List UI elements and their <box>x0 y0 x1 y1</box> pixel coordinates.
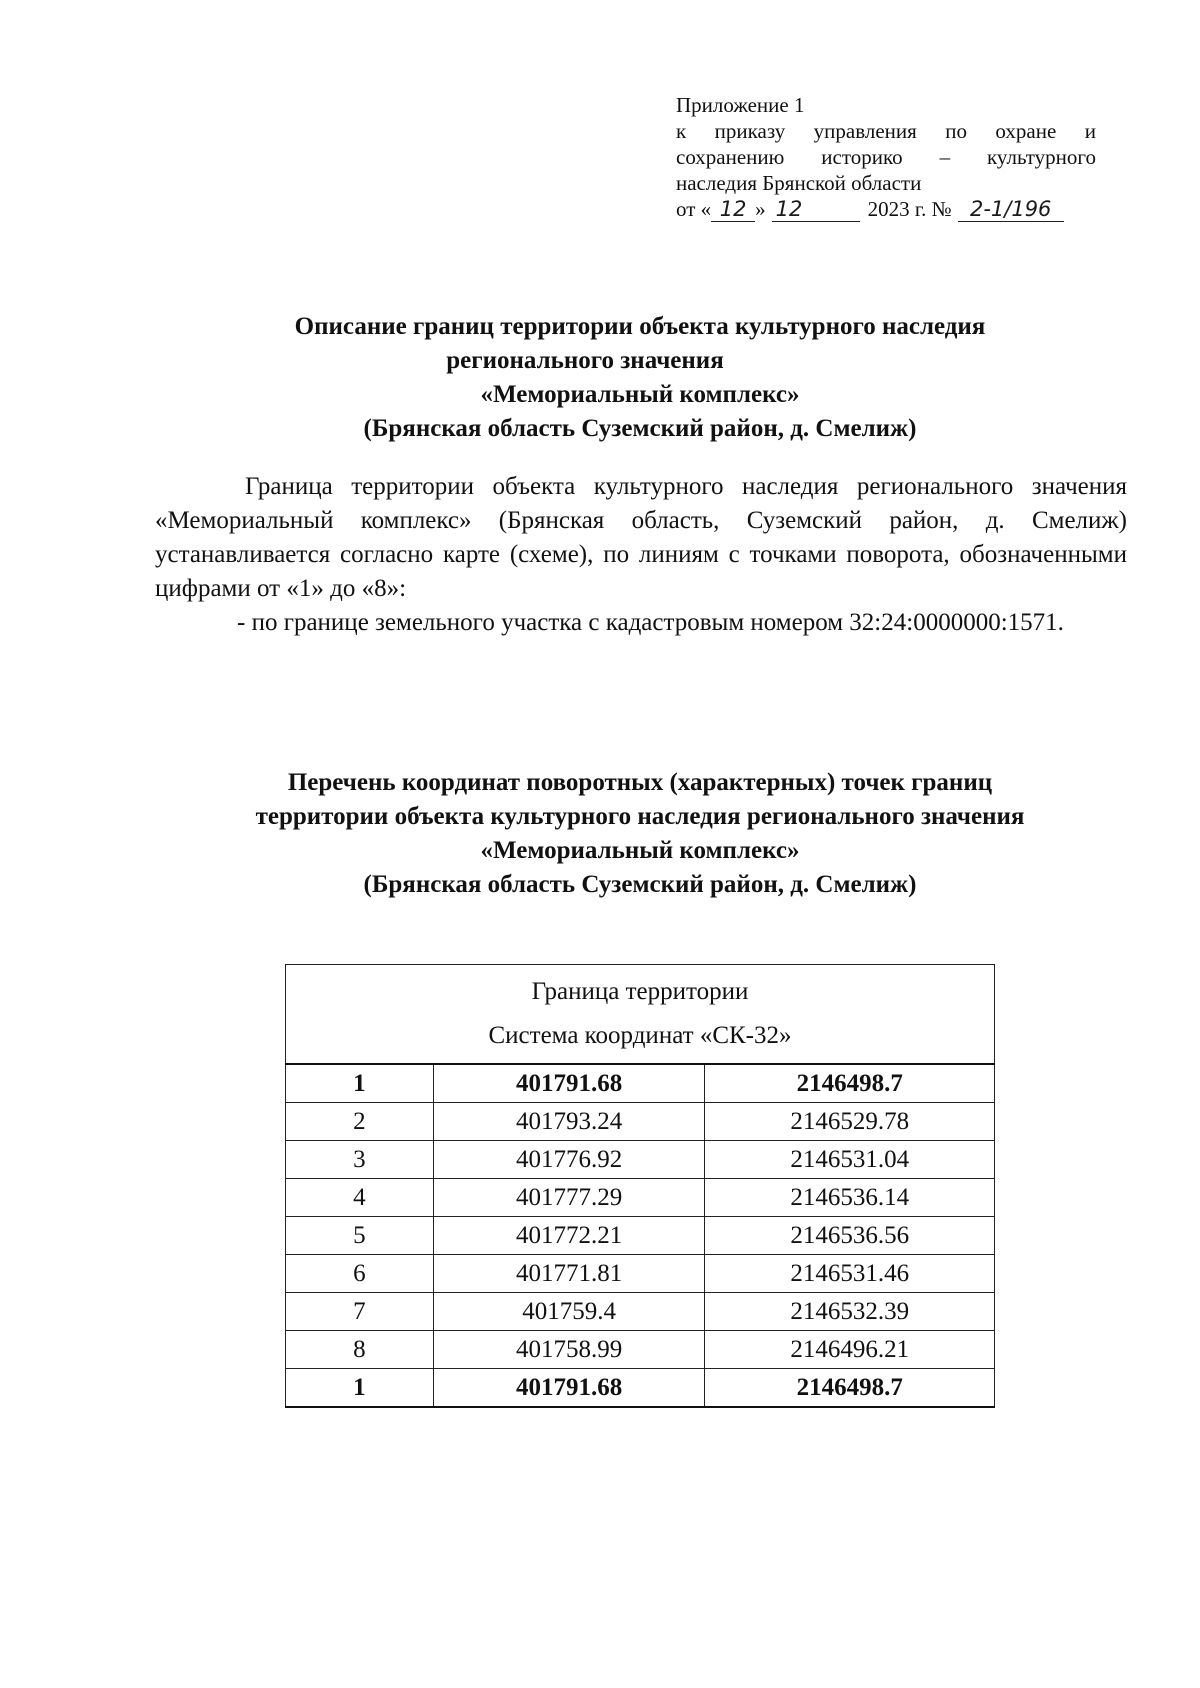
x-coordinate-cell: 401791.68 <box>433 1064 705 1103</box>
y-coordinate-cell: 2146536.14 <box>705 1179 995 1217</box>
table-header-system: Система координат «СК-32» <box>488 1022 792 1049</box>
coordinates-table <box>285 964 995 1408</box>
x-coordinate-cell: 401776.92 <box>433 1141 705 1179</box>
boundary-description <box>155 470 1127 640</box>
x-coordinate-cell: 401758.99 <box>433 1331 705 1369</box>
x-coordinate-cell: 401777.29 <box>433 1179 705 1217</box>
coordinates-title <box>150 766 1130 902</box>
date-year: 2023 г. № <box>867 197 952 221</box>
date-month: 12 <box>772 197 860 222</box>
coordinates-title-line-2: территории объекта культурного наследия регионального значения <box>255 803 1025 830</box>
x-coordinate-cell: 401759.4 <box>433 1293 705 1331</box>
order-number: 2-1/196 <box>958 197 1064 222</box>
point-number-cell: 4 <box>286 1179 434 1217</box>
appendix-title: Приложение 1 <box>676 93 805 117</box>
boundary-paragraph: Граница территории объекта культурного наследия регионального значения «Мемориальный комплекс» (Брянская область, Суземский район, д. Смелиж) устанавливается согласно карте (схеме), по линиям с точками поворота, обозначенными цифрами от «1» до «8»: <box>155 473 1127 602</box>
y-coordinate-cell: 2146498.7 <box>705 1369 995 1408</box>
date-mid: » <box>755 197 766 221</box>
coordinates-title-line-1: Перечень координат поворотных (характерных) точек границ <box>287 769 993 796</box>
table-header <box>286 965 995 1065</box>
table-row <box>286 1255 995 1293</box>
table-row <box>286 1293 995 1331</box>
description-title-line-3: «Мемориальный комплекс» <box>480 381 800 408</box>
coordinates-title-line-4: (Брянская область Суземский район, д. Смелиж) <box>363 871 917 898</box>
x-coordinate-cell: 401791.68 <box>433 1369 705 1408</box>
description-title-line-1: Описание границ территории объекта культурного наследия <box>294 313 986 340</box>
description-title-line-2: регионального значения <box>446 347 724 374</box>
table-header-boundary: Граница территории <box>531 978 749 1005</box>
point-number-cell: 5 <box>286 1217 434 1255</box>
date-day: 12 <box>711 197 755 222</box>
point-number-cell: 2 <box>286 1103 434 1141</box>
y-coordinate-cell: 2146496.21 <box>705 1331 995 1369</box>
y-coordinate-cell: 2146536.56 <box>705 1217 995 1255</box>
point-number-cell: 3 <box>286 1141 434 1179</box>
y-coordinate-cell: 2146498.7 <box>705 1064 995 1103</box>
point-number-cell: 1 <box>286 1064 434 1103</box>
x-coordinate-cell: 401793.24 <box>433 1103 705 1141</box>
table-row <box>286 1369 995 1408</box>
table-header-row <box>286 965 995 1065</box>
y-coordinate-cell: 2146531.04 <box>705 1141 995 1179</box>
appendix-line-2: сохранению историко – культурного <box>676 145 1096 169</box>
x-coordinate-cell: 401772.21 <box>433 1217 705 1255</box>
appendix-block <box>676 92 1096 222</box>
appendix-line-1: к приказу управления по охране и <box>676 119 1096 143</box>
point-number-cell: 6 <box>286 1255 434 1293</box>
appendix-date-line <box>676 196 1096 222</box>
appendix-line-3: наследия Брянской области <box>676 171 922 195</box>
point-number-cell: 8 <box>286 1331 434 1369</box>
table-row <box>286 1179 995 1217</box>
table-row <box>286 1217 995 1255</box>
table-row <box>286 1064 995 1103</box>
description-title-line-4: (Брянская область Суземский район, д. Смелиж) <box>363 415 917 442</box>
y-coordinate-cell: 2146532.39 <box>705 1293 995 1331</box>
point-number-cell: 1 <box>286 1369 434 1408</box>
table-row <box>286 1331 995 1369</box>
table-row <box>286 1103 995 1141</box>
y-coordinate-cell: 2146531.46 <box>705 1255 995 1293</box>
x-coordinate-cell: 401771.81 <box>433 1255 705 1293</box>
cadastral-list-item: - по границе земельного участка с кадастровым номером 32:24:0000000:1571. <box>237 609 1064 636</box>
y-coordinate-cell: 2146529.78 <box>705 1103 995 1141</box>
coordinates-title-line-3: «Мемориальный комплекс» <box>480 837 800 864</box>
date-prefix: от « <box>676 197 712 221</box>
point-number-cell: 7 <box>286 1293 434 1331</box>
description-title <box>150 310 1130 446</box>
table-row <box>286 1141 995 1179</box>
